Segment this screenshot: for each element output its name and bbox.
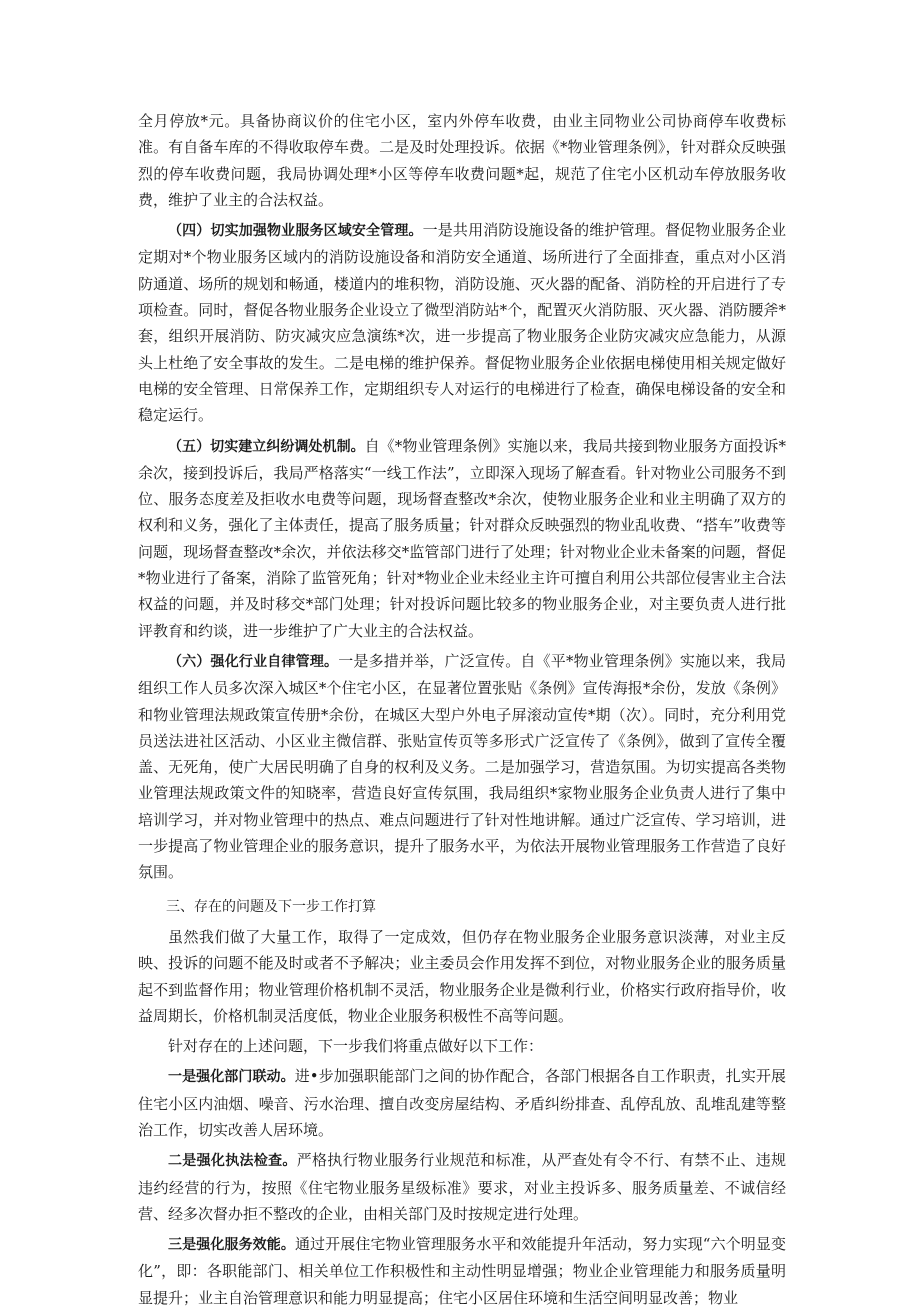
section-lead-5: （五）切实建立纠纷调处机制。 bbox=[168, 438, 365, 455]
section-heading-3: 三、存在的问题及下一步工作打算 bbox=[166, 898, 376, 915]
paragraph-next-steps-intro: 针对存在的上述问题，下一步我们将重点做好以下工作： bbox=[168, 1037, 544, 1056]
item-lead-3: 三是强化服务效能。 bbox=[168, 1237, 295, 1254]
paragraph-service-efficiency: 三是强化服务效能。通过开展住宅物业管理服务水平和效能提升年活动，努力实现“六个明显变化”，即：各职能部门、相关单位工作积极性和主动性明显增强；物业企业管理能力和服务质量明显提升；业主自治管理意识和能力明显提高；住宅小区居住环境和生活空间明显改善；物业 bbox=[138, 1235, 787, 1307]
paragraph-existing-problems: 虽然我们做了大量工作，取得了一定成效，但仍存在物业服务企业服务意识淡薄，对业主反映、投诉的问题不能及时或者不予解决；业主委员会作用发挥不到位，对物业服务企业的服务质量起不到监督作用；物业管理价格机制不灵活，物业服务企业是微利行业，价格实行政府指导价，收益周期长，价格机制灵活度低，物业企业服务积极性不高等问题。 bbox=[138, 927, 786, 1025]
paragraph-dispute-mechanism: （五）切实建立纠纷调处机制。自《*物业管理条例》实施以来，我局共接到物业服务方面投诉*余次，接到投诉后，我局严格落实“一线工作法”，立即深入现场了解查看。针对物业公司服务不到位、服务态度差及拒收水电费等问题，现场督查整改*余次，使物业服务企业和业主明确了双方的权利和义务，强化了主体责任，提高了服务质量；针对群众反映强烈的物业乱收费、“搭车”收费等问题，现场督查整改*余次，并依法移交*监管部门进行了处理；针对物业企业未备案的问题，督促*物业进行了备案，消除了监管死角；针对*物业企业未经业主许可擅自利用公共部位侵害业主合法权益的问题，并及时移交*部门处理；针对投诉问题比较多的物业服务企业，对主要负责人进行批评教育和约谈，进一步维护了广大业主的合法权益。 bbox=[138, 436, 786, 640]
paragraph-department-linkage: 一是强化部门联动。进•步加强职能部门之间的协作配合，各部门根据各自工作职责，扎实开展住宅小区内油烟、噪音、污水治理、擅自改变房屋结构、矛盾纠纷排查、乱停乱放、乱堆乱建等整治工作，切实改善人居环境。 bbox=[138, 1067, 787, 1139]
item-lead-2: 二是强化执法检查。 bbox=[168, 1153, 297, 1170]
paragraph-law-enforcement: 二是强化执法检查。严格执行物业服务行业规范和标准，从严查处有令不行、有禁不止、违规违约经营的行为，按照《住宅物业服务星级标准》要求，对业主投诉多、服务质量差、不诚信经营、经多次督办拒不整改的企业，由相关部门及时按规定进行处理。 bbox=[138, 1151, 786, 1223]
section-lead-6: （六）强化行业自律管理。 bbox=[168, 653, 339, 670]
paragraph-parking-fees: 全月停放*元。具备协商议价的住宅小区，室内外停车收费，由业主同物业公司协商停车收费标准。有自备车库的不得收取停车费。二是及时处理投诉。依据《*物业管理条例》，针对群众反映强烈的停车收费问题，我局协调处理*小区等停车收费问题*起，规范了住宅小区机动车停放服务收费，维护了业主的合法权益。 bbox=[138, 112, 786, 209]
paragraph-industry-self-discipline: （六）强化行业自律管理。一是多措并举，广泛宣传。自《平*物业管理条例》实施以来，我局组织工作人员多次深入城区*个住宅小区，在显著位置张贴《条例》宣传海报*余份，发放《条例》和物业管理法规政策宣传册*余份，在城区大型户外电子屏滚动宣传*期（次）。同时，充分利用党员送法进社区活动、小区业主微信群、张贴宣传页等多形式广泛宣传了《条例》，做到了宣传全覆盖、无死角，使广大居民明确了自身的权利及义务。二是加强学习，营造氛围。为切实提高各类物业管理法规政策文件的知晓率，营造良好宣传氛围，我局组织*家物业服务企业负责人进行了集中培训学习，并对物业管理中的热点、难点问题进行了针对性地讲解。通过广泛宣传、学习培训，进一步提高了物业管理企业的服务意识，提升了服务水平，为依法开展物业管理服务工作营造了良好氛围。 bbox=[138, 651, 787, 882]
paragraph-safety-management: （四）切实加强物业服务区域安全管理。一是共用消防设施设备的维护管理。督促物业服务企业定期对*个物业服务区域内的消防设施设备和消防安全通道、场所进行了全面排查，重点对小区消防通道、场所的规划和畅通，楼道内的堆积物，消防设施、灭火器的配备、消防栓的开启进行了专项检查。同时，督促各物业服务企业设立了微型消防站*个，配置灭火消防服、灭火器、消防腰斧*套，组织开展消防、防灾减灾应急演练*次，进一步提高了物业服务企业防灾减灾应急能力，从源头上杜绝了安全事故的发生。二是电梯的维护保养。督促物业服务企业依据电梯使用相关规定做好电梯的安全管理、日常保养工作，定期组织专人对运行的电梯进行了检查，确保电梯设备的安全和稳定运行。 bbox=[138, 221, 787, 425]
document-page bbox=[138, 108, 786, 1315]
section-lead-4: （四）切实加强物业服务区域安全管理。 bbox=[168, 223, 423, 240]
item-lead-1: 一是强化部门联动。 bbox=[168, 1069, 295, 1086]
